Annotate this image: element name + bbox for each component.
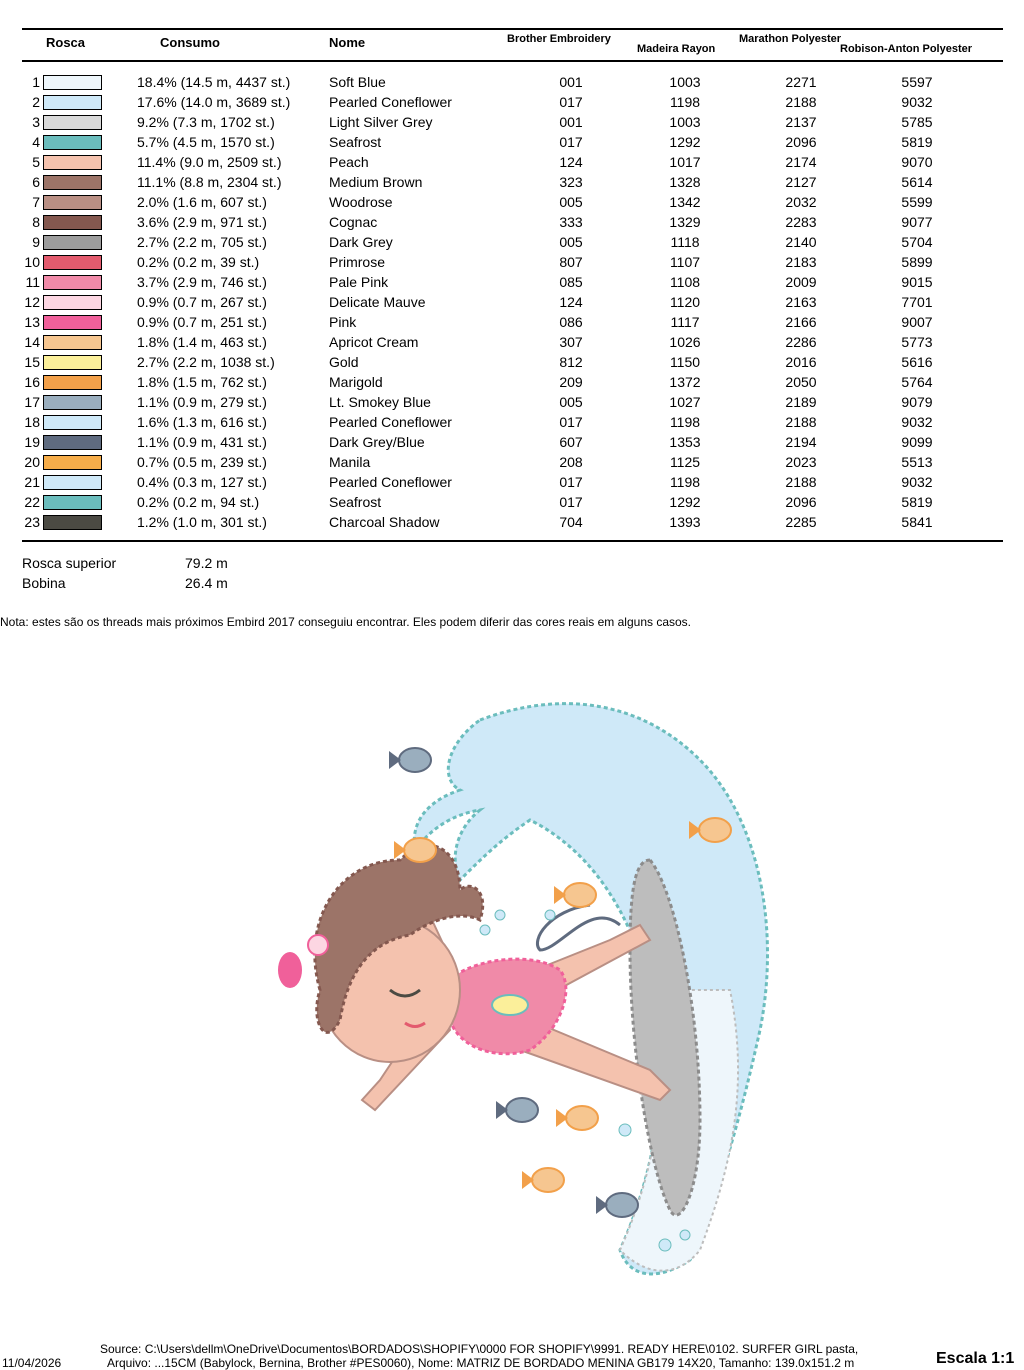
thread-name: Medium Brown — [329, 174, 423, 190]
robison-code: 5616 — [901, 354, 933, 370]
madeira-code: 1329 — [669, 214, 701, 230]
marathon-code: 2283 — [785, 214, 817, 230]
brother-code: 017 — [559, 474, 583, 490]
thread-name: Pearled Coneflower — [329, 474, 452, 490]
fish-icon — [556, 1106, 598, 1130]
table-row — [0, 433, 1024, 453]
table-row — [0, 73, 1024, 93]
robison-code: 5764 — [901, 374, 933, 390]
table-row — [0, 213, 1024, 233]
color-swatch — [43, 515, 102, 530]
thread-name: Primrose — [329, 254, 386, 270]
robison-code: 9099 — [901, 434, 933, 450]
thread-consumption: 0.7% (0.5 m, 239 st.) — [137, 454, 267, 470]
table-row — [0, 93, 1024, 113]
madeira-code: 1393 — [669, 514, 701, 530]
robison-code: 5614 — [901, 174, 933, 190]
color-swatch — [43, 315, 102, 330]
thread-consumption: 11.4% (9.0 m, 2509 st.) — [137, 154, 282, 170]
brother-code: 807 — [559, 254, 583, 270]
thread-consumption: 2.0% (1.6 m, 607 st.) — [137, 194, 267, 210]
thread-consumption: 2.7% (2.2 m, 705 st.) — [137, 234, 267, 250]
madeira-code: 1198 — [669, 474, 701, 490]
robison-code: 9015 — [901, 274, 933, 290]
color-swatch — [43, 235, 102, 250]
robison-code: 9070 — [901, 154, 933, 170]
madeira-code: 1117 — [670, 314, 700, 330]
thread-consumption: 1.8% (1.5 m, 762 st.) — [137, 374, 267, 390]
color-swatch — [43, 155, 102, 170]
table-top-rule — [22, 28, 1003, 30]
thread-number: 20 — [24, 454, 40, 470]
color-swatch — [43, 495, 102, 510]
color-swatch — [43, 455, 102, 470]
color-swatch — [43, 135, 102, 150]
thread-consumption: 11.1% (8.8 m, 2304 st.) — [137, 174, 282, 190]
header-marathon: Marathon Polyester — [739, 33, 842, 45]
thread-consumption: 1.1% (0.9 m, 431 st.) — [137, 434, 267, 450]
thread-consumption: 1.8% (1.4 m, 463 st.) — [137, 334, 267, 350]
thread-consumption: 1.1% (0.9 m, 279 st.) — [137, 394, 267, 410]
madeira-code: 1372 — [669, 374, 701, 390]
marathon-code: 2050 — [785, 374, 817, 390]
brother-code: 209 — [559, 374, 583, 390]
brother-code: 001 — [559, 114, 583, 130]
upper-thread-label: Rosca superior — [22, 555, 117, 571]
color-swatch — [43, 355, 102, 370]
table-row — [0, 193, 1024, 213]
header-nome: Nome — [329, 35, 366, 50]
thread-number: 14 — [24, 334, 40, 350]
color-swatch — [43, 75, 102, 90]
brother-code: 812 — [559, 354, 583, 370]
thread-number: 2 — [32, 94, 40, 110]
thread-name: Soft Blue — [329, 74, 386, 90]
thread-consumption: 0.4% (0.3 m, 127 st.) — [137, 474, 267, 490]
marathon-code: 2194 — [785, 434, 817, 450]
thread-name: Lt. Smokey Blue — [329, 394, 431, 410]
table-row — [0, 133, 1024, 153]
table-row — [0, 353, 1024, 373]
madeira-code: 1292 — [669, 494, 701, 510]
marathon-code: 2096 — [785, 134, 817, 150]
marathon-code: 2023 — [785, 454, 817, 470]
thread-name: Woodrose — [329, 194, 393, 210]
thread-consumption: 17.6% (14.0 m, 3689 st.) — [137, 94, 291, 110]
color-swatch — [43, 415, 102, 430]
thread-name: Apricot Cream — [329, 334, 419, 350]
robison-code: 5819 — [901, 134, 933, 150]
swimsuit-emblem — [492, 995, 528, 1015]
color-swatch — [43, 215, 102, 230]
table-row — [0, 233, 1024, 253]
robison-code: 7701 — [901, 294, 933, 310]
hair-flower — [308, 935, 328, 955]
fish-icon — [596, 1193, 638, 1217]
marathon-code: 2009 — [785, 274, 817, 290]
thread-name: Charcoal Shadow — [329, 514, 440, 530]
water-drop — [659, 1239, 671, 1251]
marathon-code: 2016 — [785, 354, 817, 370]
robison-code: 5899 — [901, 254, 933, 270]
marathon-code: 2188 — [785, 414, 817, 430]
table-row — [0, 253, 1024, 273]
header-robison: Robison-Anton Polyester — [840, 43, 973, 55]
robison-code: 5599 — [901, 194, 933, 210]
table-row — [0, 293, 1024, 313]
header-madeira: Madeira Rayon — [637, 43, 716, 55]
brother-code: 208 — [559, 454, 583, 470]
thread-consumption: 1.2% (1.0 m, 301 st.) — [137, 514, 267, 530]
color-swatch — [43, 195, 102, 210]
madeira-code: 1292 — [669, 134, 701, 150]
brother-code: 017 — [559, 134, 583, 150]
thread-number: 6 — [32, 174, 40, 190]
header-brother: Brother Embroidery — [507, 33, 611, 45]
marathon-code: 2166 — [785, 314, 817, 330]
madeira-code: 1003 — [669, 74, 701, 90]
table-row — [0, 393, 1024, 413]
thread-number: 18 — [24, 414, 40, 430]
thread-name: Pink — [329, 314, 357, 330]
source-path: Source: C:\Users\dellm\OneDrive\Documentos\BORDADOS\SHOPIFY\0000 FOR SHOPIFY\9991. READY HERE\0102. SURFER GIRL pasta, — [100, 1342, 859, 1356]
marathon-code: 2271 — [785, 74, 817, 90]
thread-name: Peach — [329, 154, 369, 170]
thread-consumption: 9.2% (7.3 m, 1702 st.) — [137, 114, 275, 130]
embroidery-design-preview — [230, 690, 790, 1290]
table-bottom-rule — [22, 540, 1003, 542]
brother-code: 086 — [559, 314, 583, 330]
brother-code: 017 — [559, 414, 583, 430]
robison-code: 5841 — [901, 514, 933, 530]
madeira-code: 1107 — [669, 254, 701, 270]
robison-code: 5819 — [901, 494, 933, 510]
thread-note: Nota: estes são os threads mais próximos Embird 2017 conseguiu encontrar. Eles podem diferir das cores reais em alguns casos. — [0, 615, 692, 629]
robison-code: 5513 — [901, 454, 933, 470]
table-row — [0, 473, 1024, 493]
bobbin-label: Bobina — [22, 575, 66, 591]
thread-consumption: 0.2% (0.2 m, 94 st.) — [137, 494, 260, 510]
thread-number: 5 — [32, 154, 40, 170]
madeira-code: 1118 — [670, 234, 700, 250]
madeira-code: 1120 — [669, 294, 701, 310]
thread-consumption: 0.9% (0.7 m, 251 st.) — [137, 314, 267, 330]
thread-number: 22 — [24, 494, 40, 510]
fish-icon — [522, 1168, 564, 1192]
marathon-code: 2163 — [785, 294, 817, 310]
color-swatch — [43, 275, 102, 290]
table-row — [0, 273, 1024, 293]
robison-code: 5785 — [901, 114, 933, 130]
brother-code: 001 — [559, 74, 583, 90]
brother-code: 307 — [559, 334, 583, 350]
marathon-code: 2096 — [785, 494, 817, 510]
brother-code: 017 — [559, 94, 583, 110]
thread-name: Seafrost — [329, 494, 382, 510]
brother-code: 124 — [559, 154, 583, 170]
brother-code: 607 — [559, 434, 583, 450]
thread-number: 15 — [24, 354, 40, 370]
hair-tie — [278, 952, 302, 988]
thread-name: Dark Grey — [329, 234, 393, 250]
scale-label: Escala 1:1 — [936, 1350, 1015, 1367]
thread-number: 9 — [32, 234, 40, 250]
thread-name: Manila — [329, 454, 371, 470]
thread-number: 12 — [24, 294, 40, 310]
thread-number: 8 — [32, 214, 40, 230]
table-row — [0, 413, 1024, 433]
water-drop — [680, 1230, 690, 1240]
robison-code: 9007 — [901, 314, 933, 330]
color-swatch — [43, 395, 102, 410]
marathon-code: 2140 — [785, 234, 817, 250]
madeira-code: 1027 — [669, 394, 701, 410]
color-swatch — [43, 295, 102, 310]
table-row — [0, 493, 1024, 513]
marathon-code: 2189 — [785, 394, 817, 410]
robison-code: 9032 — [901, 414, 933, 430]
header-consumo: Consumo — [160, 35, 220, 50]
marathon-code: 2137 — [785, 114, 817, 130]
madeira-code: 1198 — [669, 414, 701, 430]
table-row — [0, 313, 1024, 333]
thread-number: 4 — [32, 134, 40, 150]
thread-table-body — [0, 73, 1024, 533]
color-swatch — [43, 475, 102, 490]
thread-name: Pearled Coneflower — [329, 414, 452, 430]
brother-code: 085 — [559, 274, 583, 290]
table-row — [0, 373, 1024, 393]
madeira-code: 1328 — [669, 174, 701, 190]
table-row — [0, 453, 1024, 473]
bobbin-value: 26.4 m — [185, 575, 228, 591]
thread-number: 19 — [24, 434, 40, 450]
table-row — [0, 153, 1024, 173]
madeira-code: 1026 — [669, 334, 701, 350]
madeira-code: 1342 — [669, 194, 701, 210]
water-drop — [480, 925, 490, 935]
file-info: Arquivo: ...15CM (Babylock, Bernina, Brother #PES0060), Nome: MATRIZ DE BORDADO MENINA GB179 14X20, Tamanho: 139.0x151.2 m — [107, 1356, 855, 1370]
header-rosca: Rosca — [46, 35, 86, 50]
thread-number: 3 — [32, 114, 40, 130]
brother-code: 017 — [559, 494, 583, 510]
thread-name: Delicate Mauve — [329, 294, 426, 310]
fish-icon — [554, 883, 596, 907]
madeira-code: 1198 — [669, 94, 701, 110]
thread-consumption: 0.9% (0.7 m, 267 st.) — [137, 294, 267, 310]
fish-icon — [496, 1098, 538, 1122]
marathon-code: 2174 — [785, 154, 817, 170]
thread-name: Cognac — [329, 214, 378, 230]
madeira-code: 1017 — [669, 154, 701, 170]
table-row — [0, 513, 1024, 533]
color-swatch — [43, 175, 102, 190]
fish-icon — [389, 748, 431, 772]
marathon-code: 2127 — [785, 174, 817, 190]
thread-consumption: 3.7% (2.9 m, 746 st.) — [137, 274, 267, 290]
brother-code: 005 — [559, 234, 583, 250]
table-row — [0, 113, 1024, 133]
table-row — [0, 333, 1024, 353]
table-row — [0, 173, 1024, 193]
robison-code: 5773 — [901, 334, 933, 350]
thread-number: 1 — [32, 74, 40, 90]
upper-thread-value: 79.2 m — [185, 555, 228, 571]
thread-number: 10 — [24, 254, 40, 270]
color-swatch — [43, 255, 102, 270]
marathon-code: 2183 — [785, 254, 817, 270]
robison-code: 9032 — [901, 94, 933, 110]
water-drop — [495, 910, 505, 920]
thread-name: Marigold — [329, 374, 383, 390]
marathon-code: 2188 — [785, 474, 817, 490]
thread-number: 11 — [25, 274, 40, 290]
brother-code: 124 — [559, 294, 583, 310]
marathon-code: 2286 — [785, 334, 817, 350]
thread-consumption: 3.6% (2.9 m, 971 st.) — [137, 214, 267, 230]
water-drop — [545, 910, 555, 920]
thread-consumption: 2.7% (2.2 m, 1038 st.) — [137, 354, 275, 370]
thread-name: Gold — [329, 354, 359, 370]
color-swatch — [43, 435, 102, 450]
robison-code: 9077 — [901, 214, 933, 230]
brother-code: 323 — [559, 174, 583, 190]
thread-number: 13 — [24, 314, 40, 330]
thread-name: Dark Grey/Blue — [329, 434, 425, 450]
madeira-code: 1353 — [669, 434, 701, 450]
thread-number: 17 — [24, 394, 40, 410]
thread-number: 16 — [24, 374, 40, 390]
thread-name: Seafrost — [329, 134, 382, 150]
thread-consumption: 5.7% (4.5 m, 1570 st.) — [137, 134, 275, 150]
madeira-code: 1108 — [669, 274, 701, 290]
madeira-code: 1125 — [669, 454, 701, 470]
thread-name: Pearled Coneflower — [329, 94, 452, 110]
water-drop — [619, 1124, 631, 1136]
marathon-code: 2285 — [785, 514, 817, 530]
table-header-rule — [22, 60, 1003, 62]
brother-code: 333 — [559, 214, 583, 230]
fish-icon — [394, 838, 436, 862]
robison-code: 5704 — [901, 234, 933, 250]
robison-code: 9032 — [901, 474, 933, 490]
color-swatch — [43, 115, 102, 130]
thread-name: Pale Pink — [329, 274, 389, 290]
thread-consumption: 18.4% (14.5 m, 4437 st.) — [137, 74, 291, 90]
brother-code: 005 — [559, 194, 583, 210]
madeira-code: 1003 — [669, 114, 701, 130]
color-swatch — [43, 375, 102, 390]
madeira-code: 1150 — [669, 354, 701, 370]
thread-consumption: 1.6% (1.3 m, 616 st.) — [137, 414, 267, 430]
robison-code: 5597 — [901, 74, 933, 90]
color-swatch — [43, 335, 102, 350]
thread-number: 23 — [24, 514, 40, 530]
thread-number: 7 — [32, 194, 40, 210]
marathon-code: 2032 — [785, 194, 817, 210]
thread-name: Light Silver Grey — [329, 114, 433, 130]
brother-code: 005 — [559, 394, 583, 410]
thread-number: 21 — [24, 474, 40, 490]
brother-code: 704 — [559, 514, 583, 530]
thread-consumption: 0.2% (0.2 m, 39 st.) — [137, 254, 260, 270]
marathon-code: 2188 — [785, 94, 817, 110]
robison-code: 9079 — [901, 394, 933, 410]
print-date: 11/04/2026 — [2, 1356, 62, 1370]
color-swatch — [43, 95, 102, 110]
